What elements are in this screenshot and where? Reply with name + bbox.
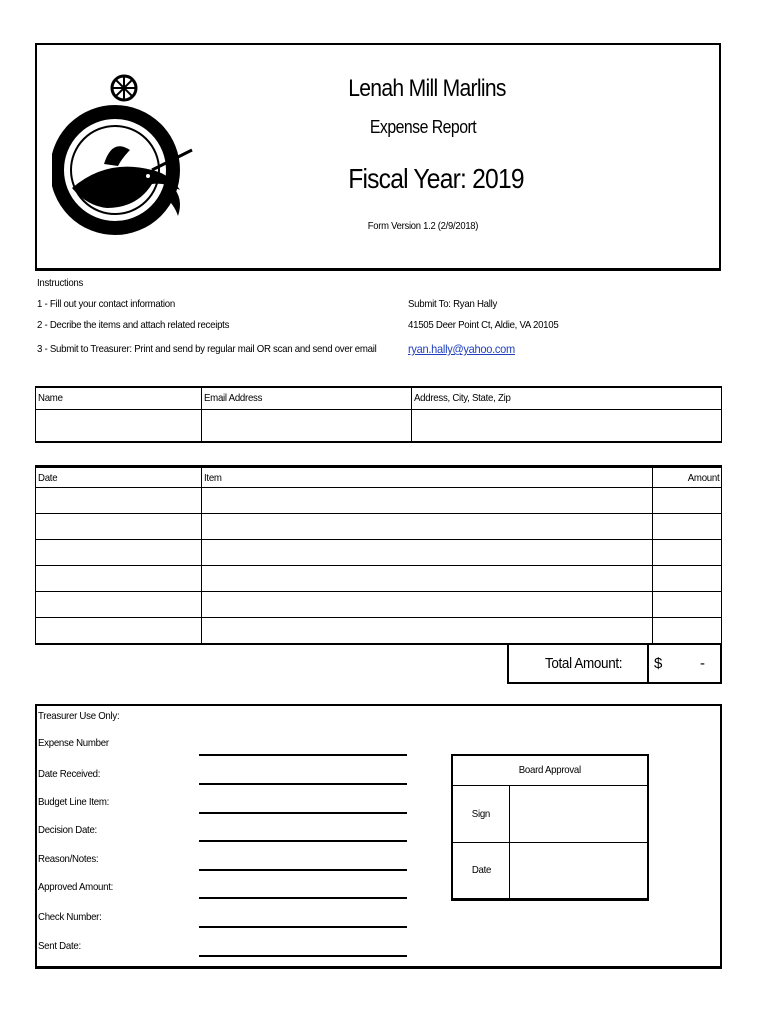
item-row (36, 566, 722, 592)
item-row (36, 592, 722, 618)
expense-number-label: Expense Number (38, 737, 109, 749)
item-amount-cell[interactable] (653, 488, 722, 514)
email-header: Email Address (202, 387, 412, 409)
board-approval-table (451, 754, 649, 901)
item-desc-cell[interactable] (202, 540, 653, 566)
item-date-cell[interactable] (36, 540, 202, 566)
form-title: Expense Report (369, 117, 477, 137)
instructions-title: Instructions (37, 277, 84, 289)
instruction-step-1: 1 - Fill out your contact information (37, 298, 175, 310)
reason-line[interactable] (199, 869, 407, 871)
item-amount-cell[interactable] (653, 540, 722, 566)
total-currency: $ (654, 655, 663, 672)
total-divider (647, 645, 649, 684)
expense-number-line[interactable] (199, 754, 407, 756)
decision-date-line[interactable] (199, 840, 407, 842)
date-received-label: Date Received: (38, 768, 101, 780)
check-number-label: Check Number: (38, 911, 102, 923)
sign-label: Sign (452, 785, 510, 842)
treasurer-email-link[interactable]: ryan.hally@yahoo.com (408, 342, 515, 356)
board-date-label: Date (452, 842, 510, 899)
item-date-cell[interactable] (36, 566, 202, 592)
item-amount-cell[interactable] (653, 566, 722, 592)
reason-label: Reason/Notes: (38, 853, 99, 865)
item-header: Item (202, 467, 653, 488)
item-amount-cell[interactable] (653, 592, 722, 618)
total-value: - (700, 655, 705, 672)
item-date-cell[interactable] (36, 488, 202, 514)
name-field[interactable] (36, 409, 202, 442)
item-row (36, 618, 722, 644)
decision-date-label: Decision Date: (38, 824, 97, 836)
submit-to: Submit To: Ryan Hally (408, 298, 498, 310)
item-desc-cell[interactable] (202, 592, 653, 618)
item-desc-cell[interactable] (202, 618, 653, 644)
item-date-cell[interactable] (36, 514, 202, 540)
board-date-field[interactable] (510, 842, 649, 899)
fiscal-year: Fiscal Year: 2019 (348, 163, 524, 194)
address-header: Address, City, State, Zip (412, 387, 722, 409)
approved-amount-label: Approved Amount: (38, 881, 114, 893)
amount-header: Amount (653, 467, 722, 488)
marlins-logo (52, 58, 202, 258)
item-amount-cell[interactable] (653, 514, 722, 540)
form-version: Form Version 1.2 (2/9/2018) (367, 220, 479, 232)
date-header: Date (36, 467, 202, 488)
sent-date-label: Sent Date: (38, 940, 81, 952)
instruction-step-2: 2 - Decribe the items and attach related receipts (37, 319, 230, 331)
sent-date-line[interactable] (199, 955, 407, 957)
name-header: Name (36, 387, 202, 409)
org-title: Lenah Mill Marlins (348, 75, 506, 102)
check-number-line[interactable] (199, 926, 407, 928)
approved-amount-line[interactable] (199, 897, 407, 899)
treasurer-title: Treasurer Use Only: (38, 710, 120, 722)
item-row (36, 540, 722, 566)
contact-table (35, 386, 722, 443)
instruction-step-3: 3 - Submit to Treasurer: Print and send by regular mail OR scan and send over email (37, 343, 377, 355)
date-received-line[interactable] (199, 783, 407, 785)
total-label: Total Amount: (545, 655, 623, 672)
address-field[interactable] (412, 409, 722, 442)
item-date-cell[interactable] (36, 618, 202, 644)
item-desc-cell[interactable] (202, 488, 653, 514)
item-desc-cell[interactable] (202, 514, 653, 540)
email-field[interactable] (202, 409, 412, 442)
item-date-cell[interactable] (36, 592, 202, 618)
budget-line-label: Budget Line Item: (38, 796, 110, 808)
board-approval-title: Board Approval (452, 755, 648, 785)
item-desc-cell[interactable] (202, 566, 653, 592)
item-amount-cell[interactable] (653, 618, 722, 644)
item-row (36, 514, 722, 540)
treasurer-address: 41505 Deer Point Ct, Aldie, VA 20105 (408, 319, 559, 331)
budget-line-line[interactable] (199, 812, 407, 814)
items-table (35, 465, 722, 645)
sign-field[interactable] (510, 785, 649, 842)
item-row (36, 488, 722, 514)
